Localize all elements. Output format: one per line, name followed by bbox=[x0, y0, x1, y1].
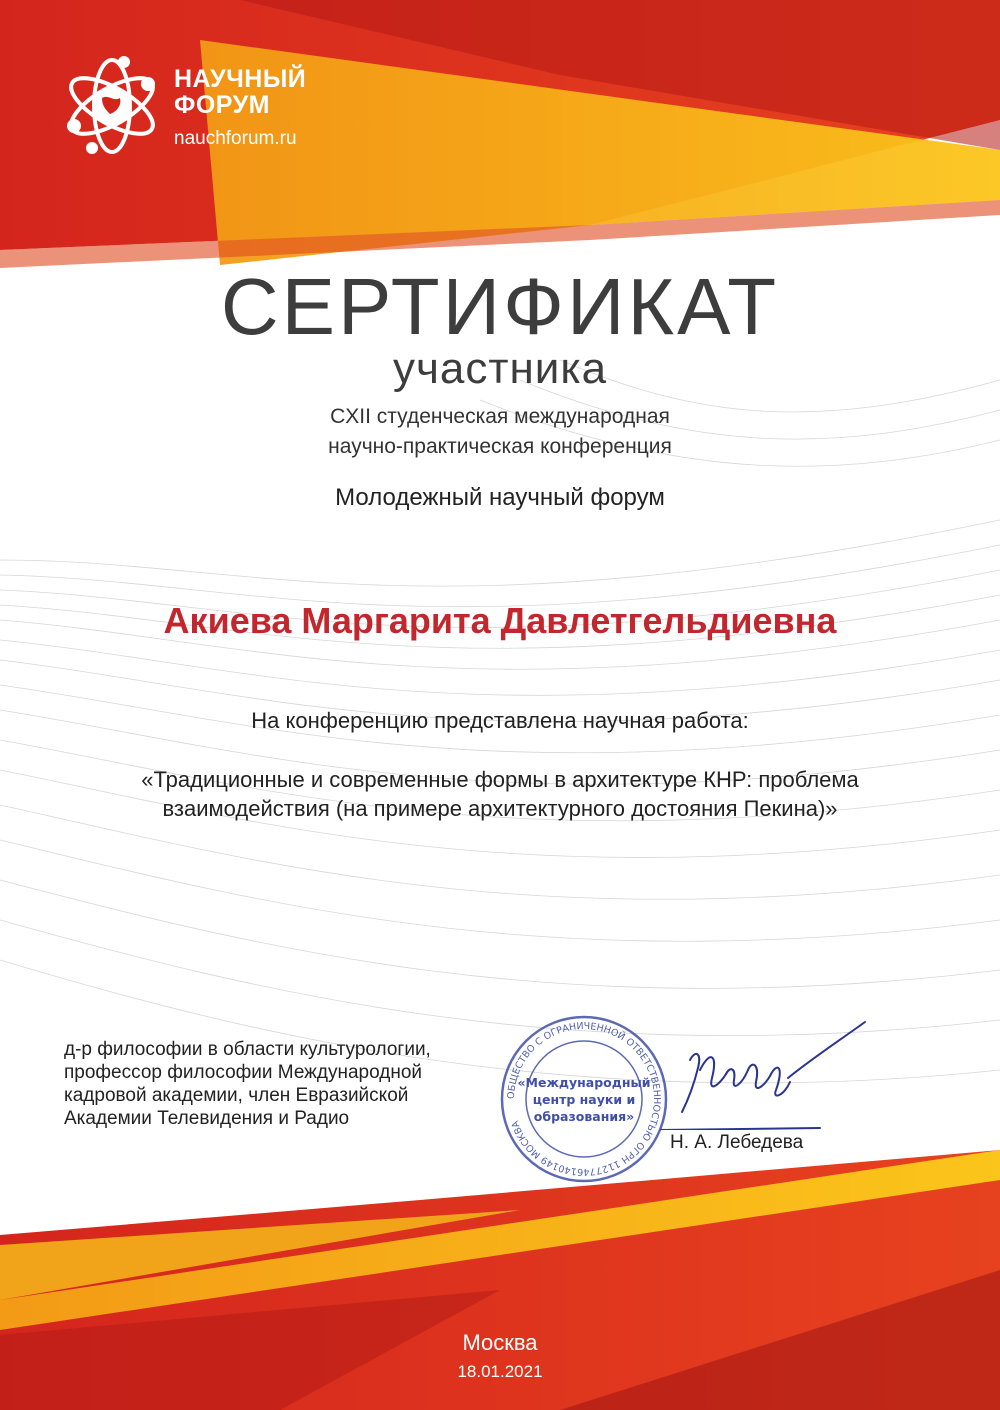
credentials-line-2: профессор философии Международной bbox=[64, 1062, 423, 1083]
stamp-center-line-3: образования» bbox=[533, 1109, 635, 1124]
participant-name: Акиева Маргарита Давлетгельдиевна bbox=[163, 600, 837, 641]
logo-url: nauchforum.ru bbox=[174, 128, 297, 149]
signatory-name: Н. А. Лебедева bbox=[670, 1132, 804, 1153]
signatory-credentials bbox=[64, 1038, 524, 1130]
logo-title-line2: ФОРУМ bbox=[174, 91, 271, 119]
logo-title-line1: НАУЧНЫЙ bbox=[174, 65, 307, 93]
footer-city: Москва bbox=[462, 1330, 538, 1355]
stamp-center-line-1: «Международный bbox=[517, 1075, 651, 1090]
work-intro: На конференцию представлена научная работа: bbox=[251, 708, 749, 733]
work-title-line-2: взаимодействия (на примере архитектурного достояния Пекина)» bbox=[162, 796, 838, 821]
organization-stamp bbox=[498, 1013, 670, 1185]
stamp-ring-text: ОБЩЕСТВО С ОГРАНИЧЕННОЙ ОТВЕТСТВЕННОСТЬЮ ОГРН 1127746140149 МОСКВА bbox=[505, 1020, 663, 1178]
footer-date: 18.01.2021 bbox=[457, 1362, 543, 1381]
certificate-title: СЕРТИФИКАТ bbox=[220, 262, 780, 351]
credentials-line-3: кадровой академии, член Евразийской bbox=[64, 1085, 409, 1106]
work-title-line-1: «Традиционные и современные формы в архитектуре КНР: проблема bbox=[141, 767, 859, 792]
conference-line-1: CXII студенческая международная bbox=[330, 405, 670, 428]
forum-logo bbox=[62, 56, 352, 156]
logo-title bbox=[174, 66, 344, 118]
stamp-center-line-2: центр науки и bbox=[532, 1092, 636, 1107]
atom-globe-icon bbox=[62, 56, 162, 156]
conference-line-2: научно-практическая конференция bbox=[328, 435, 672, 458]
credentials-line-4: Академии Телевидения и Радио bbox=[64, 1108, 350, 1129]
handwritten-signature bbox=[660, 1020, 880, 1130]
certificate-subtitle: участника bbox=[392, 344, 608, 393]
credentials-line-1: д-р философии в области культурологии, bbox=[64, 1039, 431, 1060]
forum-name: Молодежный научный форум bbox=[335, 484, 665, 511]
